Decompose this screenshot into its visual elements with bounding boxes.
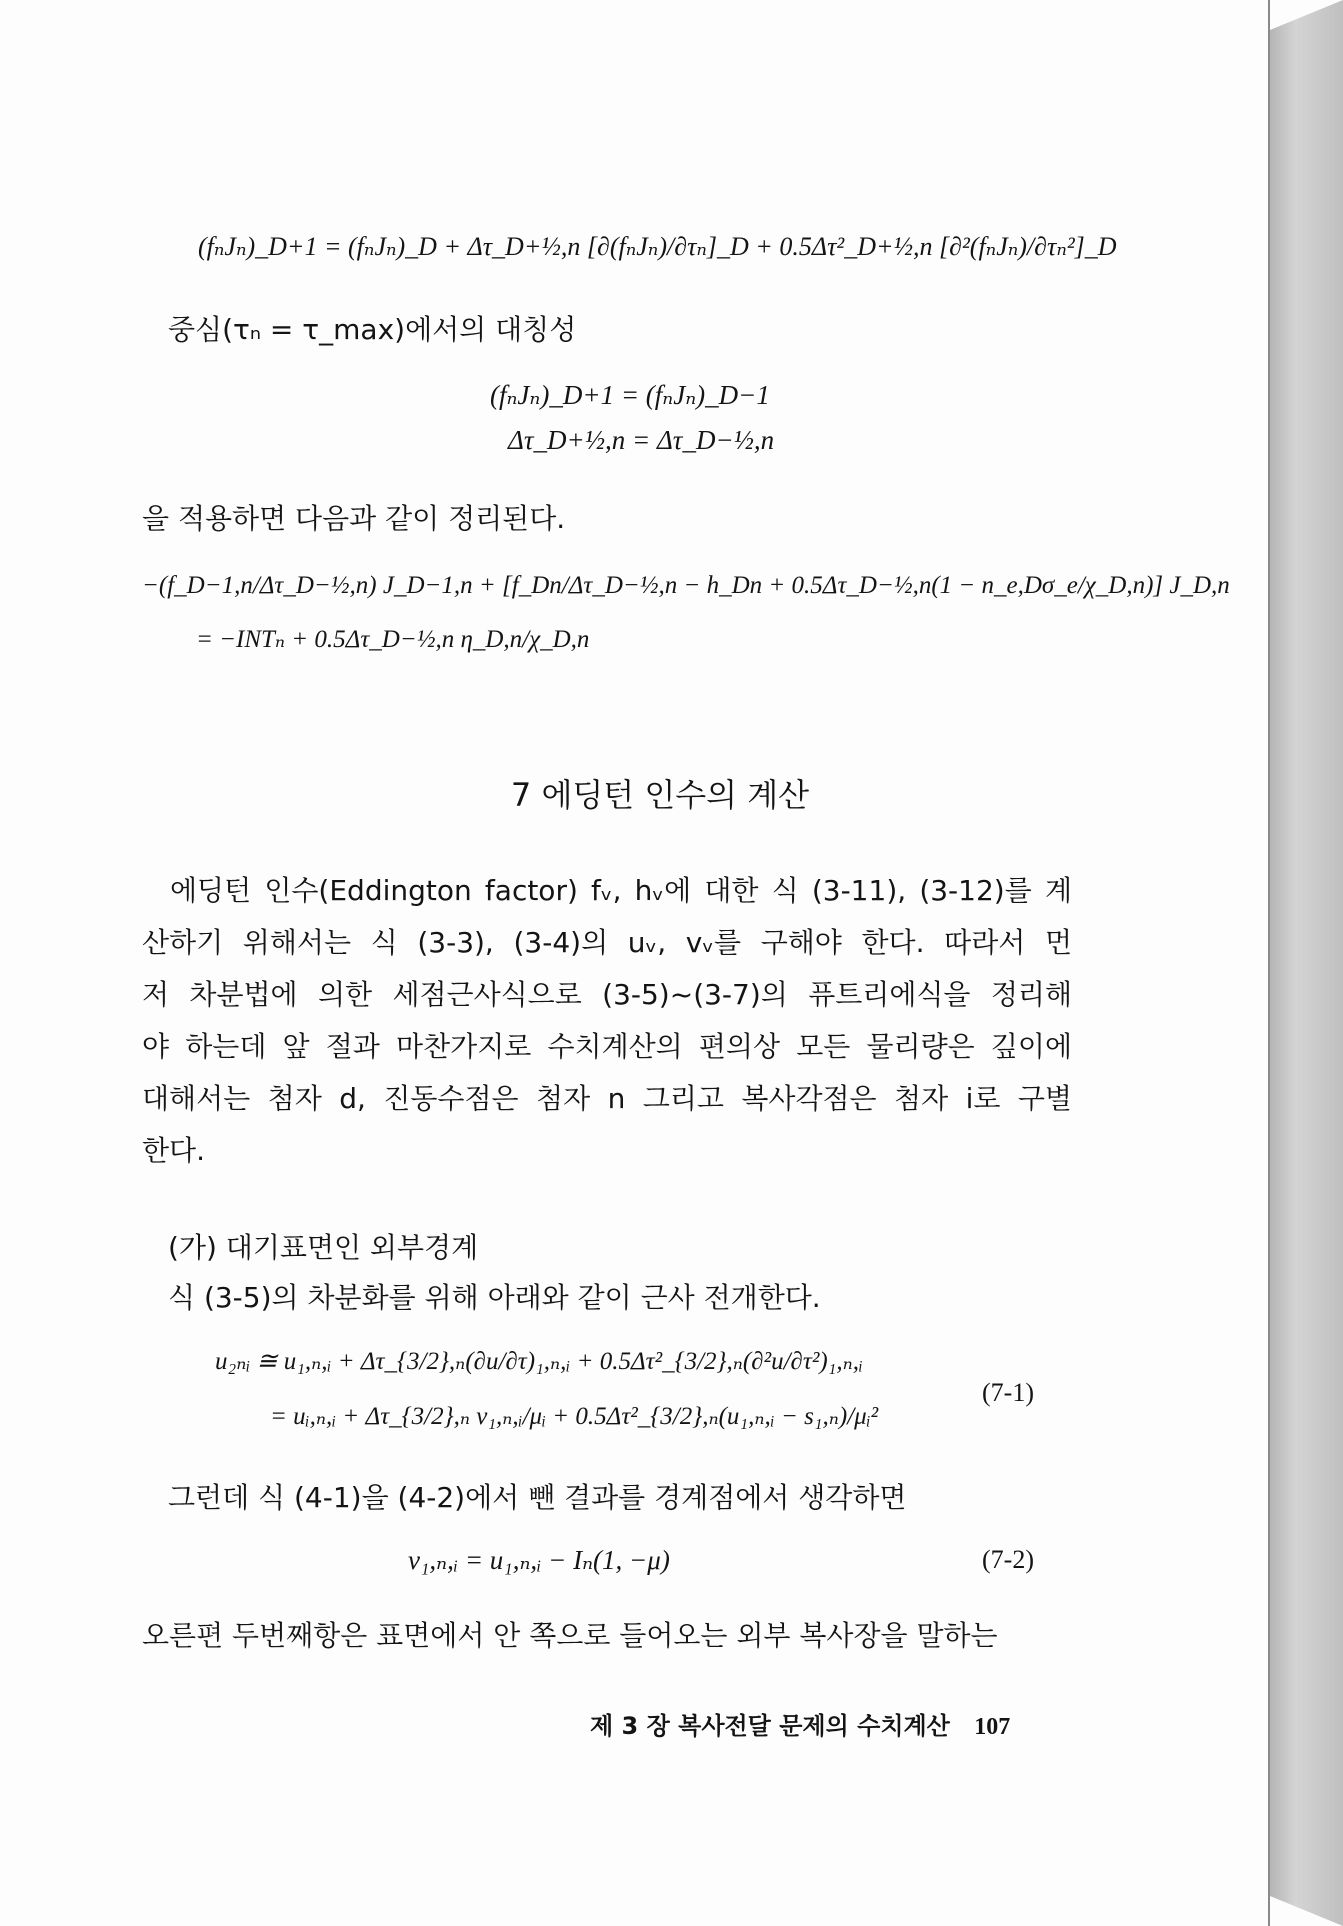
equation-7-2: v₁,ₙ,ᵢ = u₁,ₙ,ᵢ − Iₙ(1, −μ) (408, 1545, 670, 1575)
subsection-heading: (가) 대기표면인 외부경계 (168, 1231, 479, 1264)
spine-bottom-corner (1270, 1896, 1343, 1926)
equation-7-1-line-1: u₂ₙᵢ ≅ u₁,ₙ,ᵢ + Δτ_{3/2},ₙ(∂u/∂τ)₁,ₙ,ᵢ + 0.5Δτ²_{3/2},ₙ(∂²u/∂τ²)₁,ₙ,ᵢ (215, 1348, 863, 1375)
equation-number-7-2: (7-2) (982, 1545, 1034, 1574)
book-spine (1270, 0, 1343, 1926)
symmetry-label: 중심(τₙ = τ_max)에서의 대칭성 (168, 313, 577, 346)
equation-recurrence: (fₙJₙ)_D+1 = (fₙJₙ)_D + Δτ_D+½,n [∂(fₙJₙ)/∂τₙ]_D + 0.5Δτ²_D+½,n [∂²(fₙJₙ)/∂τₙ²]_D (198, 232, 1117, 261)
equation-result-1: −(f_D−1,n/Δτ_D−½,n) J_D−1,n + [f_Dn/Δτ_D−½,n − h_Dn + 0.5Δτ_D−½,n(1 − n_e,Dσ_e/χ_D,n)] J_D,n (142, 572, 1230, 599)
paragraph-line: 야 하는데 앞 절과 마찬가지로 수치계산의 편의상 모든 물리량은 깊이에 (142, 1030, 1072, 1063)
footer-chapter: 제 3 장 복사전달 문제의 수치계산 (590, 1712, 950, 1740)
equation-number-7-1: (7-1) (982, 1378, 1034, 1407)
page-number: 107 (974, 1714, 1011, 1740)
closing-text: 오른편 두번째항은 표면에서 안 쪽으로 들어오는 외부 복사장을 말하는 (142, 1619, 998, 1652)
section-heading: 7 에딩턴 인수의 계산 (510, 776, 810, 814)
paragraph-line: 산하기 위해서는 식 (3-3), (3-4)의 uᵥ, vᵥ를 구해야 한다. 따라서 먼 (142, 926, 1072, 959)
eddington-paragraph (142, 865, 1072, 1177)
subsection-intro: 식 (3-5)의 차분화를 위해 아래와 같이 근사 전개한다. (168, 1281, 821, 1314)
equation-result-2: = −INTₙ + 0.5Δτ_D−½,n η_D,n/χ_D,n (196, 626, 590, 653)
spine-top-corner (1270, 0, 1343, 30)
paragraph-line: 에딩턴 인수(Eddington factor) fᵥ, hᵥ에 대한 식 (3-11), (3-12)를 계 (170, 874, 1072, 907)
page-footer (590, 1706, 1010, 1741)
paragraph-line: 저 차분법에 의한 세점근사식으로 (3-5)~(3-7)의 퓨트리에식을 정리해 (142, 978, 1072, 1011)
paragraph-line: 대해서는 첨자 d, 진동수점은 첨자 n 그리고 복사각점은 첨자 i로 구별 (142, 1082, 1072, 1115)
paragraph-line: 한다. (142, 1134, 205, 1167)
equation-symmetry-2: Δτ_D+½,n = Δτ_D−½,n (508, 425, 775, 455)
equation-7-1-line-2: = uᵢ,ₙ,ᵢ + Δτ_{3/2},ₙ v₁,ₙ,ᵢ/μᵢ + 0.5Δτ²_{3/2},ₙ(u₁,ₙ,ᵢ − s₁,ₙ)/μᵢ² (270, 1403, 879, 1430)
boundary-text: 그런데 식 (4-1)을 (4-2)에서 뺀 결과를 경계점에서 생각하면 (168, 1481, 907, 1514)
apply-text: 을 적용하면 다음과 같이 정리된다. (142, 502, 566, 535)
equation-symmetry-1: (fₙJₙ)_D+1 = (fₙJₙ)_D−1 (490, 380, 770, 410)
